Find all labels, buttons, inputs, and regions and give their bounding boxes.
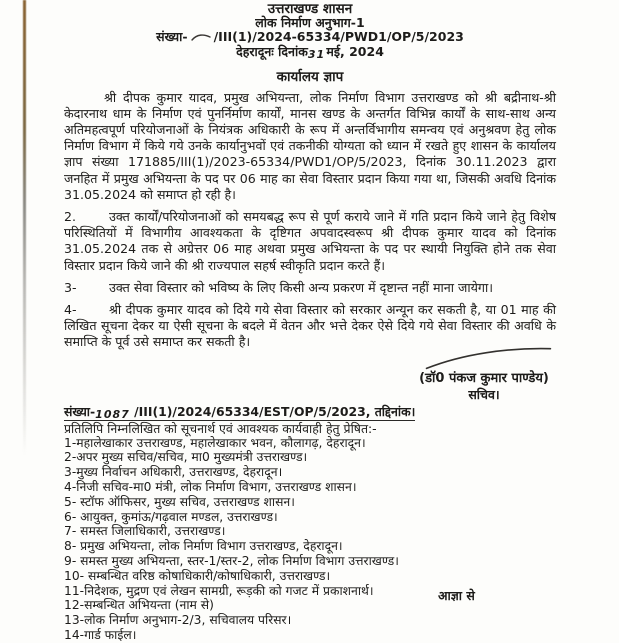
paragraph-number: 2. bbox=[64, 208, 77, 224]
copy-list-item: 14-गार्ड फाईल। bbox=[64, 627, 137, 642]
copy-intro: प्रतिलिपि निम्नलिखित को सूचनार्थ एवं आवश्यक कार्यवाही हेतु प्रेषित:- bbox=[64, 420, 377, 436]
handwritten-squiggle-icon bbox=[191, 31, 211, 45]
memo-content bbox=[64, 2, 556, 643]
copy-section bbox=[64, 402, 556, 643]
memo-title: कार्यालय ज्ञाप bbox=[276, 68, 344, 85]
memo-paragraph-4 bbox=[64, 302, 556, 351]
copy-list-item: 4-निजी सचिव-मा0 मंत्री, लोक निर्माण विभाग, उत्तराखण्ड शासन। bbox=[64, 479, 357, 494]
copy-list-item: 10- सम्बन्धित वरिष्ठ कोषाधिकारी/कोषाधिकारी, उत्तराखण्ड। bbox=[64, 568, 331, 583]
copy-list-item: 3-मुख्य निर्वाचन अधिकारी, उत्तराखण्ड, देहरादून। bbox=[64, 465, 283, 480]
header-section: लोक निर्माण अनुभाग-1 bbox=[255, 15, 365, 30]
header-date-line bbox=[64, 45, 556, 60]
handwritten-day: 31 bbox=[307, 47, 326, 61]
paragraph-text: श्री दीपक कुमार यादव को दिये गये सेवा विस्तार को सरकार अन्यून कर सकती है, या 01 माह की लिखित सूचना देकर या ऐसी सूचना के बदले में वेतन और भत्ते देकर ऐसे दिये गये सेवा विस्तार की अवधि के समाप्ति के पूर्व उसे समाप्त कर सकती है। bbox=[64, 301, 556, 350]
copy-list-item: 8- प्रमुख अभियन्ता, लोक निर्माण विभाग उत्तराखण्ड, देहरादून। bbox=[64, 539, 343, 554]
memo-paragraph-3 bbox=[64, 280, 556, 296]
copy-ref-line bbox=[64, 404, 556, 420]
signatory-name: (डॉ0 पंकज कुमार पाण्डेय) bbox=[419, 370, 549, 386]
copy-list-item: 13-लोक निर्माण अनुभाग-2/3, सचिवालय परिसर। bbox=[64, 613, 292, 628]
paragraph-text: उक्त कार्यों/परियोजनाओं को समयबद्ध रूप से पूर्ण कराये जाने में गति प्रदान किये जाने हेतु विशेष परिस्थितियों में विभागीय आवश्यकता के दृष्टिगत अपवादस्वरूप श्री दीपक कुमार यादव को दिनांक 31.05.2024 तक से अग्रेत्तर 06 माह अथवा प्रमुख अभियन्ता के पद पर स्थायी नियुक्ति होने तक सेवा विस्तार प्रदान किये जाने की श्री राज्यपाल सहर्ष स्वीकृति प्रदान करते हैं। bbox=[64, 208, 556, 273]
copy-ref-prefix: संख्या- bbox=[64, 403, 96, 419]
paragraph-number: 4- bbox=[64, 301, 77, 317]
paragraph-number: 3- bbox=[64, 279, 77, 295]
memo-paragraph-1 bbox=[64, 90, 556, 203]
copy-list-item: 11-निदेशक, मुद्रण एवं लेखन सामग्री, रूड़की को गजट में प्रकाशनार्थ। bbox=[64, 583, 374, 598]
copy-list-item: 1-महालेखाकार उत्तराखण्ड, महालेखाकार भवन, कौलागढ़, देहरादून। bbox=[64, 435, 366, 450]
header-ref-line bbox=[64, 30, 556, 45]
paper-fold-line bbox=[23, 0, 26, 455]
handwritten-ref-number: 1087 bbox=[95, 407, 130, 421]
header-ref-number: /III(1)/2024-65334/PWD1/OP/5/2023 bbox=[213, 29, 464, 44]
copy-ref-suffix: /III(1)/2024/65334/EST/OP/5/2023, तद्दिनांक। bbox=[129, 403, 416, 419]
paragraph-text: उक्त सेवा विस्तार को भविष्य के लिए किसी अन्य प्रकरण में दृष्टान्त नहीं माना जायेगा। bbox=[109, 279, 494, 295]
header-place-date-label: देहरादूनः दिनांक bbox=[236, 43, 308, 59]
signatory-designation: सचिव। bbox=[468, 386, 500, 402]
header-date-rest: मई, 2024 bbox=[326, 43, 384, 59]
copy-list-item: 6- आयुक्त, कुमांऊ/गढ़वाल मण्डल, उत्तराखण्ड। bbox=[64, 509, 278, 524]
by-order-note: आज्ञा से bbox=[438, 588, 475, 603]
copy-list-item: 5- स्टॉफ ऑफिसर, मुख्य सचिव, उत्तराखण्ड शासन। bbox=[64, 494, 295, 509]
header-government: उत्तराखण्ड शासन bbox=[267, 1, 353, 17]
paragraph-text: श्री दीपक कुमार यादव, प्रमुख अभियन्ता, लोक निर्माण विभाग उत्तराखण्ड को श्री बद्रीनाथ-श्री केदारनाथ धाम के निर्माण एवं पुनर्निर्माण कार्यों, मानस खण्ड के अन्तर्गत विभिन्न कार्यों के साथ-साथ अन्य अतिमहत्वपूर्ण परियोजनाओं के नियंत्रक अधिकारी के रूप में अन्तर्विभागीय समन्वय एवं अनुश्रवण हेतु लोक निर्माण विभाग में किये गये उनके कार्यानुभवों एवं तकनीकी योग्यता को ध्यान में रखते हुए शासन के कार्यालय ज्ञाप संख्या 171885/III(1)/2023-65334/PWD1/OP/5/2023, दिनांक 30.11.2023 द्वारा जनहित में प्रमुख अभियन्ता के पद पर 06 माह का सेवा विस्तार प्रदान किया गया था, जिसकी अवधि दिनांक 31.05.2024 को समाप्त हो रही है। bbox=[64, 89, 556, 202]
memo-paragraph-2 bbox=[64, 209, 556, 274]
copy-distribution-list bbox=[64, 436, 556, 643]
copy-list-item: 9- समस्त मुख्य अभियन्ता, स्तर-1/स्तर-2, लोक निर्माण विभाग उत्तराखण्ड। bbox=[64, 553, 399, 568]
header-ref-label: संख्या- bbox=[156, 29, 188, 44]
copy-list-item: 12-सम्बन्धित अभियन्ता (नाम से) bbox=[64, 598, 214, 613]
signature-block bbox=[414, 347, 556, 402]
copy-list-item: 7- समस्त जिलाधिकारी, उत्तराखण्ड। bbox=[64, 524, 226, 539]
copy-list-item: 2-अपर मुख्य सचिव/सचिव, मा0 मुख्यमंत्री उत्तराखण्ड। bbox=[64, 450, 308, 465]
